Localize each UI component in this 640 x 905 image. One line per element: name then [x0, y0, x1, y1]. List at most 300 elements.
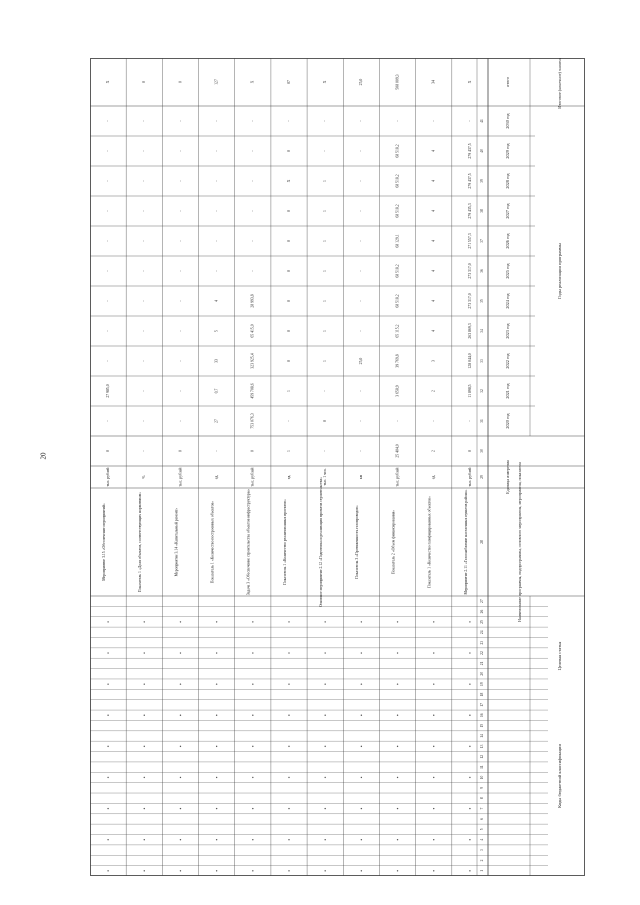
- code-digit-mark: [252, 839, 253, 840]
- code-digit-mark: [288, 808, 289, 809]
- row-year-value: 0,7: [214, 388, 219, 394]
- row-final-value: X: [467, 80, 472, 84]
- code-digit-mark: [469, 621, 470, 622]
- code-digit-mark: [144, 683, 145, 684]
- code-digit-mark: [469, 715, 470, 716]
- column-number: 12: [479, 754, 484, 759]
- row-year-value: -: [359, 300, 364, 302]
- code-digit-mark: [433, 652, 434, 653]
- row-year-value: -: [250, 210, 255, 212]
- row-year-value: 0: [286, 330, 291, 332]
- code-digit-mark: [107, 808, 108, 809]
- column-number: 23: [479, 640, 484, 645]
- row-year-value: -: [431, 420, 436, 422]
- row-year-value: 1: [323, 300, 328, 302]
- row-year-value: -: [214, 120, 219, 122]
- row-year-value: 279 437,5: [467, 173, 472, 189]
- row-year-value: -: [178, 120, 183, 122]
- column-number: 41: [479, 119, 484, 123]
- row-unit: ед.: [431, 474, 436, 480]
- column-number: 37: [479, 239, 484, 243]
- code-digit-mark: [216, 652, 217, 653]
- year-header: 2027 год: [504, 203, 510, 219]
- row-name: Мероприятие 2.11 «Газоснабжение населенных пунктов района»: [463, 489, 468, 595]
- code-digit-mark: [180, 839, 181, 840]
- row-year-value: -: [250, 240, 255, 242]
- row-unit: тыс. рублей: [178, 467, 183, 487]
- code-digit-mark: [397, 839, 398, 840]
- code-digit-mark: [397, 715, 398, 716]
- row-year-value: -: [142, 300, 147, 302]
- code-digit-mark: [397, 621, 398, 622]
- row-year-value: -: [359, 180, 364, 182]
- row-name: Показатель 1 «Количество реализованных проектов»: [282, 499, 287, 585]
- row-year-value: -: [142, 180, 147, 182]
- code-digit-mark: [107, 683, 108, 684]
- code-digit-mark: [252, 746, 253, 747]
- row-year-value: 4: [431, 240, 436, 242]
- row-year-value: -: [105, 300, 110, 302]
- code-digit-mark: [216, 870, 217, 871]
- row-year-value: -: [286, 120, 291, 122]
- column-number: 18: [479, 692, 484, 697]
- row-year-value: -: [359, 390, 364, 392]
- row-year-value: -: [395, 120, 400, 122]
- row-year-value: -: [105, 150, 110, 152]
- column-number: 10: [479, 775, 484, 780]
- row-base-value: 25 404,0: [395, 444, 400, 458]
- column-number: 5: [479, 828, 484, 831]
- row-year-value: -: [142, 420, 147, 422]
- year-header: 2025 год: [504, 263, 510, 279]
- code-digit-mark: [180, 777, 181, 778]
- header-financing: Годы реализации программы: [557, 243, 563, 299]
- code-digit-mark: [397, 870, 398, 871]
- year-header: 2021 год: [504, 383, 510, 399]
- row-year-value: -: [359, 420, 364, 422]
- column-number: 36: [479, 269, 484, 273]
- code-digit-mark: [433, 870, 434, 871]
- code-digit-mark: [361, 839, 362, 840]
- code-digit-mark: [324, 777, 325, 778]
- header-total: итого: [504, 77, 510, 87]
- code-digit-mark: [144, 839, 145, 840]
- column-number: 21: [479, 661, 484, 666]
- code-digit-mark: [324, 746, 325, 747]
- row-unit: ед.: [286, 474, 291, 480]
- row-year-value: 0: [286, 300, 291, 302]
- code-digit-mark: [288, 683, 289, 684]
- row-year-value: 65 115,2: [395, 324, 400, 338]
- row-year-value: 0: [286, 150, 291, 152]
- row-year-value: -: [250, 120, 255, 122]
- row-year-value: 39 769,8: [395, 354, 400, 368]
- row-final-value: 127: [214, 79, 219, 85]
- row-name: Показатель 1 «Количество газифицированных объектов»: [427, 495, 432, 589]
- row-year-value: 0: [286, 270, 291, 272]
- row-final-value: X: [105, 80, 110, 84]
- row-unit: тыс. 1 чел.: [323, 468, 328, 486]
- row-year-value: -: [323, 150, 328, 152]
- row-year-value: -: [105, 420, 110, 422]
- row-year-value: -: [142, 360, 147, 362]
- code-digit-mark: [469, 746, 470, 747]
- row-year-value: -: [105, 330, 110, 332]
- row-year-value: 128 044,0: [467, 353, 472, 369]
- column-number: 27: [479, 599, 484, 603]
- row-final-value: X: [250, 80, 255, 84]
- column-number: 2: [479, 859, 484, 862]
- code-digit-mark: [469, 652, 470, 653]
- code-digit-mark: [361, 808, 362, 809]
- column-number: 40: [479, 149, 484, 153]
- code-digit-mark: [107, 652, 108, 653]
- code-digit-mark: [216, 839, 217, 840]
- row-unit: тыс. рублей: [395, 467, 400, 487]
- row-year-value: 11 898,5: [467, 384, 472, 398]
- year-header: 2022 год: [504, 353, 510, 369]
- row-year-value: 273 317,0: [467, 263, 472, 279]
- row-base-value: 0: [178, 450, 183, 452]
- page-number: 20: [39, 452, 48, 460]
- row-year-value: 1: [323, 330, 328, 332]
- column-number: 38: [479, 209, 484, 213]
- code-digit-mark: [107, 870, 108, 871]
- year-header: 2023 год: [504, 323, 510, 339]
- code-digit-mark: [324, 715, 325, 716]
- code-digit-mark: [361, 621, 362, 622]
- code-digit-mark: [397, 808, 398, 809]
- code-digit-mark: [180, 683, 181, 684]
- row-year-value: 279 435,3: [467, 203, 472, 219]
- row-base-value: -: [359, 450, 364, 452]
- row-unit: ед.: [214, 474, 219, 480]
- code-digit-mark: [252, 621, 253, 622]
- row-year-value: -: [105, 120, 110, 122]
- column-number: 6: [479, 818, 484, 820]
- column-number: 1: [479, 869, 484, 872]
- code-digit-mark: [252, 870, 253, 871]
- row-name: Задача 3 «Обеспечение строительства объектов инфраструктуры»: [246, 488, 251, 596]
- column-number: 25: [479, 620, 484, 624]
- code-digit-mark: [324, 621, 325, 622]
- row-year-value: 279 437,5: [467, 143, 472, 159]
- row-year-value: 4: [214, 300, 219, 302]
- code-digit-mark: [361, 683, 362, 684]
- code-digit-mark: [216, 746, 217, 747]
- row-name: Основное мероприятие 2.12 «Подготовка и реализация проектов строительства»: [319, 476, 324, 608]
- row-year-value: 0: [286, 210, 291, 212]
- code-digit-mark: [361, 746, 362, 747]
- code-digit-mark: [324, 839, 325, 840]
- code-digit-mark: [180, 715, 181, 716]
- row-final-value: 34: [431, 80, 436, 84]
- row-year-value: -: [142, 390, 147, 392]
- row-year-value: -: [178, 180, 183, 182]
- code-digit-mark: [397, 683, 398, 684]
- code-digit-mark: [144, 777, 145, 778]
- row-name: Мероприятие 3.15 «Обеспечение мероприятий»: [101, 503, 106, 581]
- row-year-value: -: [178, 150, 183, 152]
- row-year-value: -: [142, 120, 147, 122]
- row-year-value: 4: [431, 210, 436, 212]
- code-digit-mark: [180, 808, 181, 809]
- row-name: Показатель 1 «Доля объектов, соответствующих нормативам»: [138, 491, 143, 593]
- row-year-value: -: [178, 330, 183, 332]
- column-number: 14: [479, 734, 484, 738]
- row-year-value: 1: [323, 360, 328, 362]
- row-year-value: 271 557,3: [467, 233, 472, 249]
- column-number: 11: [479, 765, 484, 769]
- code-digit-mark: [180, 652, 181, 653]
- row-final-value: 25,0: [359, 78, 364, 86]
- code-digit-mark: [216, 715, 217, 716]
- row-name: Показатель 1 «Количество построенных объектов»: [210, 500, 215, 584]
- column-number: 26: [479, 609, 484, 614]
- row-unit: тыс. рублей: [250, 467, 255, 487]
- column-number: 28: [479, 540, 484, 544]
- code-digit-mark: [324, 683, 325, 684]
- row-base-value: -: [142, 450, 147, 452]
- header-final-value: Итоговое (конечное) значение: [556, 58, 562, 109]
- code-digit-mark: [107, 746, 108, 747]
- column-number: 34: [479, 329, 484, 333]
- row-year-value: 4: [431, 330, 436, 332]
- row-name: Мероприятие 3.14 «Капитальный ремонт»: [174, 507, 179, 577]
- code-digit-mark: [324, 652, 325, 653]
- row-year-value: -: [250, 180, 255, 182]
- year-header: 2020 год: [504, 413, 510, 429]
- column-number: 15: [479, 723, 484, 728]
- row-year-value: 68 518,2: [395, 144, 400, 158]
- code-digit-mark: [107, 715, 108, 716]
- row-year-value: 3 658,9: [395, 385, 400, 397]
- code-digit-mark: [288, 652, 289, 653]
- row-year-value: -: [359, 330, 364, 332]
- column-number: 16: [479, 713, 484, 718]
- header-budget-classification: Коды бюджетной классификации: [557, 744, 563, 808]
- code-digit-mark: [216, 683, 217, 684]
- code-digit-mark: [433, 839, 434, 840]
- row-year-value: -: [178, 360, 183, 362]
- row-year-value: 68 518,2: [395, 174, 400, 188]
- row-year-value: 25,0: [359, 357, 364, 365]
- code-digit-mark: [252, 683, 253, 684]
- code-digit-mark: [433, 777, 434, 778]
- code-digit-mark: [288, 746, 289, 747]
- row-year-value: -: [214, 150, 219, 152]
- row-year-value: -: [467, 420, 472, 422]
- column-number: 39: [479, 179, 484, 183]
- row-year-value: 1: [323, 240, 328, 242]
- row-year-value: 0: [286, 240, 291, 242]
- code-digit-mark: [288, 715, 289, 716]
- code-digit-mark: [180, 870, 181, 871]
- year-header: 2026 год: [504, 233, 510, 249]
- code-digit-mark: [397, 746, 398, 747]
- row-year-value: 4: [431, 150, 436, 152]
- code-digit-mark: [433, 746, 434, 747]
- year-header: 2024 год: [504, 293, 510, 309]
- row-final-value: 0: [178, 81, 183, 83]
- code-digit-mark: [469, 839, 470, 840]
- code-digit-mark: [433, 683, 434, 684]
- row-year-value: -: [178, 240, 183, 242]
- row-year-value: 4: [431, 300, 436, 302]
- column-number: 3: [479, 849, 484, 851]
- code-digit-mark: [144, 715, 145, 716]
- row-year-value: 28 993,8: [250, 294, 255, 308]
- code-digit-mark: [288, 839, 289, 840]
- row-final-value: 0: [142, 81, 147, 83]
- code-digit-mark: [433, 621, 434, 622]
- row-year-value: -: [359, 270, 364, 272]
- row-year-value: 263 869,3: [467, 323, 472, 339]
- row-year-value: 68 518,2: [395, 204, 400, 218]
- header-program-structure: Целевая статья: [557, 641, 563, 671]
- row-base-value: 0: [250, 450, 255, 452]
- code-digit-mark: [107, 839, 108, 840]
- row-year-value: -: [214, 240, 219, 242]
- row-year-value: -: [359, 240, 364, 242]
- row-year-value: -: [105, 360, 110, 362]
- row-year-value: -: [323, 120, 328, 122]
- column-number: 13: [479, 744, 484, 749]
- row-year-value: -: [142, 210, 147, 212]
- row-year-value: 4: [431, 180, 436, 182]
- column-number: 7: [479, 807, 484, 810]
- row-unit: км: [359, 474, 364, 480]
- year-header: 2030 год: [504, 113, 510, 129]
- column-number: 29: [479, 475, 484, 479]
- code-digit-mark: [433, 715, 434, 716]
- row-year-value: -: [250, 270, 255, 272]
- row-year-value: -: [214, 270, 219, 272]
- row-year-value: -: [323, 390, 328, 392]
- code-digit-mark: [361, 652, 362, 653]
- row-year-value: 68 518,2: [395, 294, 400, 308]
- code-digit-mark: [469, 683, 470, 684]
- year-header: 2028 год: [504, 173, 510, 189]
- column-number: 33: [479, 359, 484, 363]
- row-year-value: 65 415,0: [250, 324, 255, 338]
- row-year-value: -: [142, 150, 147, 152]
- row-year-value: -: [142, 330, 147, 332]
- row-year-value: -: [178, 270, 183, 272]
- row-final-value: X: [323, 80, 328, 84]
- column-number: 19: [479, 682, 484, 686]
- row-year-value: -: [105, 210, 110, 212]
- row-base-value: -: [214, 450, 219, 452]
- code-digit-mark: [144, 746, 145, 747]
- row-base-value: 0: [105, 450, 110, 452]
- code-digit-mark: [252, 777, 253, 778]
- row-year-value: -: [359, 120, 364, 122]
- code-digit-mark: [288, 870, 289, 871]
- row-year-value: 1: [323, 270, 328, 272]
- code-digit-mark: [252, 652, 253, 653]
- row-year-value: -: [359, 150, 364, 152]
- code-digit-mark: [144, 652, 145, 653]
- column-number: 35: [479, 299, 484, 303]
- code-digit-mark: [469, 870, 470, 871]
- code-digit-mark: [180, 621, 181, 622]
- column-number: 9: [479, 786, 484, 789]
- row-year-value: -: [105, 180, 110, 182]
- code-digit-mark: [469, 808, 470, 809]
- code-digit-mark: [107, 621, 108, 622]
- row-year-value: -: [214, 210, 219, 212]
- row-year-value: 1: [323, 210, 328, 212]
- column-number: 8: [479, 797, 484, 800]
- budget-table: [90, 58, 585, 876]
- column-number: 31: [479, 419, 484, 423]
- row-year-value: 27 985,0: [105, 384, 110, 398]
- row-year-value: -: [105, 240, 110, 242]
- row-final-value: 508 009,3: [395, 74, 400, 90]
- row-year-value: 2: [431, 390, 436, 392]
- row-year-value: -: [286, 420, 291, 422]
- row-base-value: 0: [467, 450, 472, 452]
- code-digit-mark: [252, 808, 253, 809]
- code-digit-mark: [397, 652, 398, 653]
- row-year-value: 273 317,0: [467, 293, 472, 309]
- row-year-value: -: [214, 180, 219, 182]
- row-year-value: 1: [323, 180, 328, 182]
- rotated-table-sheet: [90, 58, 585, 876]
- row-year-value: 459 708,6: [250, 383, 255, 399]
- row-year-value: -: [395, 420, 400, 422]
- row-year-value: -: [178, 300, 183, 302]
- row-year-value: 1: [286, 390, 291, 392]
- column-number: 30: [479, 449, 484, 453]
- row-year-value: -: [142, 240, 147, 242]
- code-digit-mark: [397, 777, 398, 778]
- code-digit-mark: [288, 777, 289, 778]
- code-digit-mark: [469, 777, 470, 778]
- row-year-value: -: [250, 150, 255, 152]
- row-year-value: -: [142, 270, 147, 272]
- code-digit-mark: [361, 870, 362, 871]
- code-digit-mark: [144, 870, 145, 871]
- table-frame: [91, 59, 585, 876]
- row-year-value: -: [178, 210, 183, 212]
- row-year-value: -: [105, 270, 110, 272]
- row-final-value: 07: [286, 80, 291, 84]
- row-unit: тыс. рублей: [467, 467, 472, 487]
- row-year-value: 27: [214, 419, 219, 423]
- row-year-value: -: [359, 210, 364, 212]
- row-unit: %: [142, 475, 147, 479]
- row-base-value: 1: [286, 450, 291, 452]
- row-year-value: 68 518,2: [395, 264, 400, 278]
- code-digit-mark: [216, 621, 217, 622]
- row-base-value: -: [323, 450, 328, 452]
- code-digit-mark: [144, 621, 145, 622]
- code-digit-mark: [433, 808, 434, 809]
- code-digit-mark: [361, 777, 362, 778]
- row-year-value: 323 925,4: [250, 353, 255, 369]
- row-year-value: -: [467, 120, 472, 122]
- header-unit: Единица измерения: [504, 460, 510, 494]
- row-year-value: 5: [214, 330, 219, 332]
- row-year-value: -: [178, 390, 183, 392]
- code-digit-mark: [216, 777, 217, 778]
- year-header: 2029 год: [504, 143, 510, 159]
- row-year-value: 0: [323, 420, 328, 422]
- column-number: 32: [479, 389, 484, 393]
- code-digit-mark: [288, 621, 289, 622]
